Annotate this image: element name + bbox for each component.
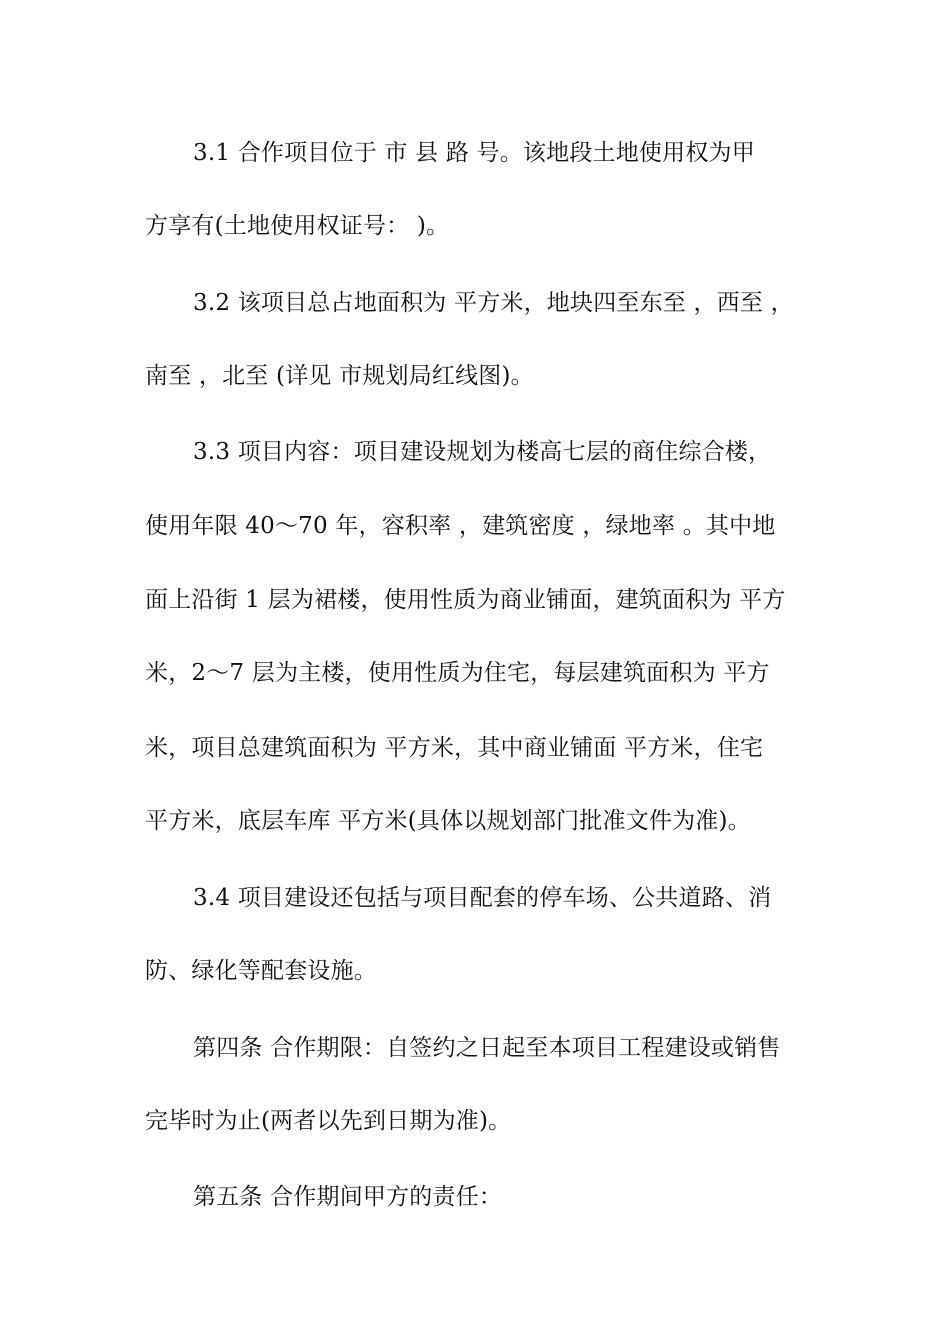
text-line: 防、绿化等配套设施。 [145,958,377,984]
text-line: 平方米，底层车库 平方米(具体以规划部门批准文件为准)。 [145,808,751,834]
text-line: 米，项目总建筑面积为 平方米，其中商业铺面 平方米，住宅 [145,735,764,761]
text-line: 使用年限 40～70 年，容积率 ，建筑密度 ，绿地率 。其中地 [145,513,776,539]
text-line: 3.3 项目内容：项目建设规划为楼高七层的商住综合楼， [193,439,772,465]
text-line: 3.1 合作项目位于 市 县 路 号。该地段土地使用权为甲 [193,140,755,166]
text-line: 3.4 项目建设还包括与项目配套的停车场、公共道路、消 [193,885,772,911]
text-line: 第四条 合作期限：自签约之日起至本项目工程建设或销售 [193,1035,781,1061]
text-line: 完毕时为止(两者以先到日期为准)。 [145,1108,512,1134]
text-line: 方享有(土地使用权证号： )。 [145,213,450,239]
text-line: 3.2 该项目总占地面积为 平方米，地块四至东至 ，西至 ， [193,290,794,316]
text-line: 第五条 合作期间甲方的责任： [193,1184,503,1210]
text-line: 面上沿街 1 层为裙楼，使用性质为商业铺面，建筑面积为 平方 [145,587,786,613]
text-line: 米，2～7 层为主楼，使用性质为住宅，每层建筑面积为 平方 [145,660,770,686]
text-line: 南至 ，北至 (详见 市规划局红线图)。 [145,363,534,389]
